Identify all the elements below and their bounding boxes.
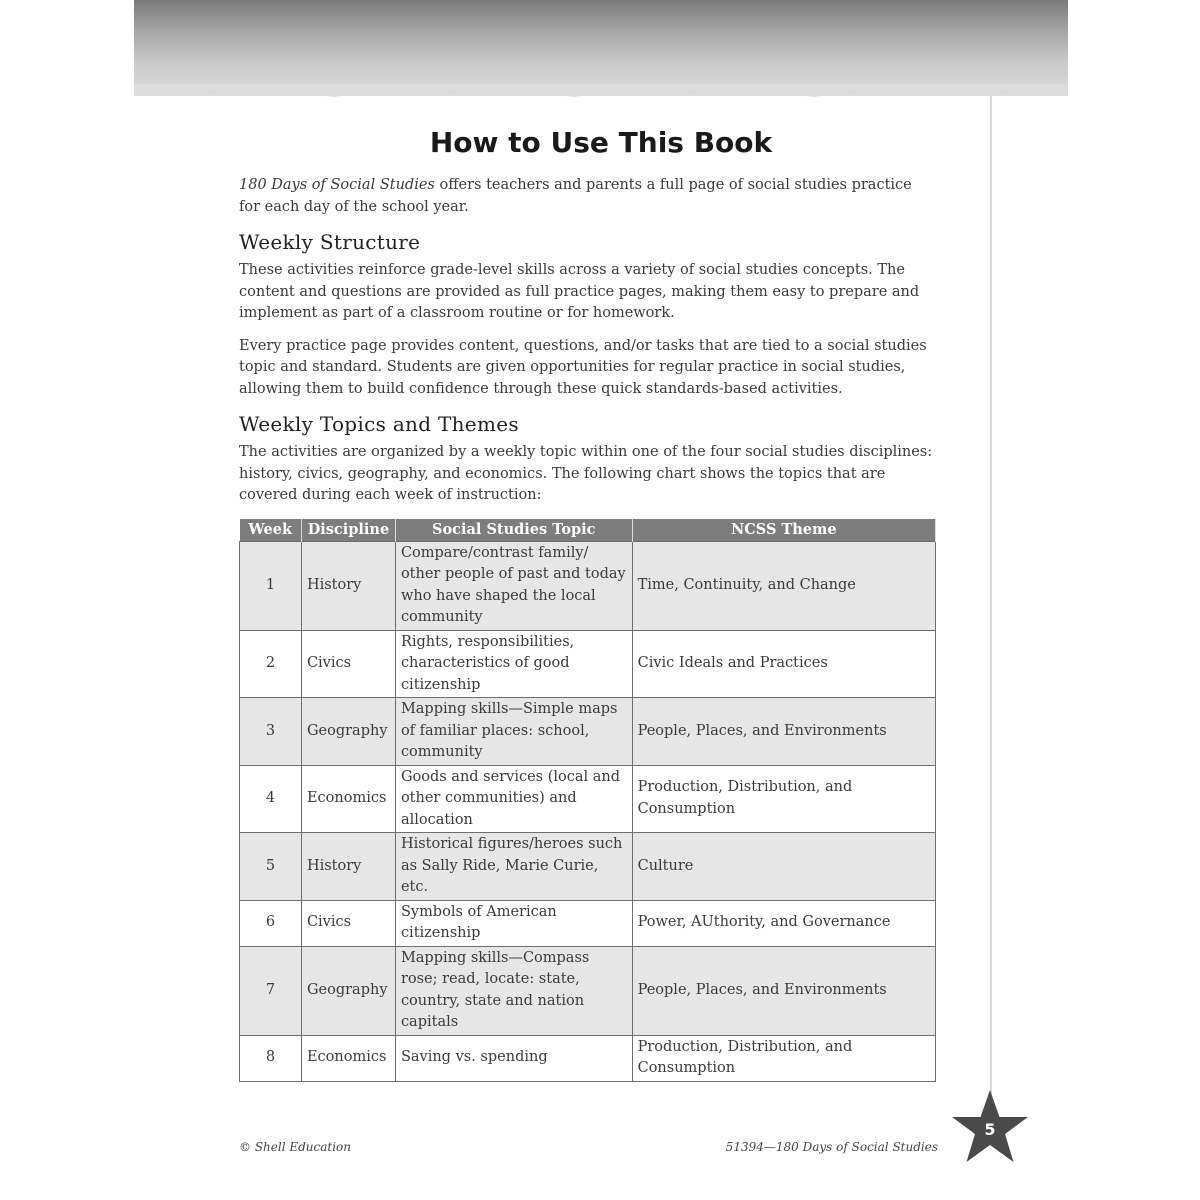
intro-paragraph	[239, 175, 936, 218]
table-row	[240, 946, 936, 1035]
discipline-cell: Geography	[301, 946, 395, 1035]
discipline-cell: Economics	[301, 765, 395, 833]
table-row	[240, 765, 936, 833]
week-cell: 7	[240, 946, 302, 1035]
table-row	[240, 541, 936, 630]
table-row	[240, 900, 936, 946]
content	[239, 175, 936, 1082]
weekly-structure-heading: Weekly Structure	[239, 230, 421, 254]
discipline-cell: Geography	[301, 698, 395, 766]
theme-cell: People, Places, and Environments	[632, 698, 935, 766]
discipline-cell: Economics	[301, 1035, 395, 1081]
theme-cell: Power, AUthority, and Governance	[632, 900, 935, 946]
weekly-topics-heading: Weekly Topics and Themes	[239, 412, 519, 436]
table-row	[240, 1035, 936, 1081]
topic-cell: Compare/contrast family/ other people of past and today who have shaped the local community	[395, 541, 632, 630]
margin-line	[990, 96, 992, 1096]
topic-cell: Historical figures/heroes such as Sally Ride, Marie Curie, etc.	[395, 833, 632, 901]
theme-cell: People, Places, and Environments	[632, 946, 935, 1035]
week-cell: 1	[240, 541, 302, 630]
theme-cell: Time, Continuity, and Change	[632, 541, 935, 630]
week-cell: 5	[240, 833, 302, 901]
topic-cell: Mapping skills—Compass rose; read, locate: state, country, state and nation capitals	[395, 946, 632, 1035]
page-number: 5	[984, 1120, 996, 1139]
theme-cell: Culture	[632, 833, 935, 901]
week-cell: 8	[240, 1035, 302, 1081]
page-title: How to Use This Book	[429, 126, 773, 159]
intro-text: offers teachers and parents a full page of social studies practice for each day of the school year.	[239, 177, 912, 215]
theme-cell: Civic Ideals and Practices	[632, 630, 935, 698]
discipline-cell: History	[301, 833, 395, 901]
theme-cell: Production, Distribution, and Consumption	[632, 765, 935, 833]
table-row	[240, 630, 936, 698]
weekly-topics-para: The activities are organized by a weekly topic within one of the four social studies disciplines: history, civics, geography, and economics. The following chart shows the topics that are covered during each week of instruction:	[239, 444, 933, 503]
header-discipline: Discipline	[301, 519, 395, 542]
week-cell: 4	[240, 765, 302, 833]
topic-cell: Saving vs. spending	[395, 1035, 632, 1081]
discipline-cell: Civics	[301, 630, 395, 698]
topic-cell: Symbols of American citizenship	[395, 900, 632, 946]
discipline-cell: Civics	[301, 900, 395, 946]
page-number-star-icon	[950, 1088, 1030, 1166]
topic-cell: Rights, responsibilities, characteristics of good citizenship	[395, 630, 632, 698]
week-cell: 2	[240, 630, 302, 698]
footer-publisher: © Shell Education	[239, 1140, 352, 1154]
table-row	[240, 698, 936, 766]
discipline-cell: History	[301, 541, 395, 630]
topic-cell: Mapping skills—Simple maps of familiar places: school, community	[395, 698, 632, 766]
week-cell: 6	[240, 900, 302, 946]
footer-product: 51394—180 Days of Social Studies	[725, 1140, 938, 1154]
weekly-structure-para-2: Every practice page provides content, questions, and/or tasks that are tied to a social studies topic and standard. Students are given opportunities for regular practice in social studies, allowing them to build confidence through these quick standards-based activities.	[239, 337, 927, 397]
header-topic: Social Studies Topic	[395, 519, 632, 542]
theme-cell: Production, Distribution, and Consumption	[632, 1035, 935, 1081]
torn-edge	[134, 84, 1068, 102]
book-title: 180 Days of Social Studies	[239, 177, 435, 193]
header-week: Week	[240, 519, 302, 542]
topic-cell: Goods and services (local and other communities) and allocation	[395, 765, 632, 833]
weekly-structure-para-1: These activities reinforce grade-level skills across a variety of social studies concepts. The content and questions are provided as full practice pages, making them easy to prepare and implement as part of a classroom routine or for homework.	[239, 262, 920, 321]
header-band	[134, 0, 1068, 96]
header-theme: NCSS Theme	[632, 519, 935, 542]
topics-table	[239, 519, 936, 1082]
week-cell: 3	[240, 698, 302, 766]
table-row	[240, 833, 936, 901]
table-header-row	[240, 519, 936, 542]
